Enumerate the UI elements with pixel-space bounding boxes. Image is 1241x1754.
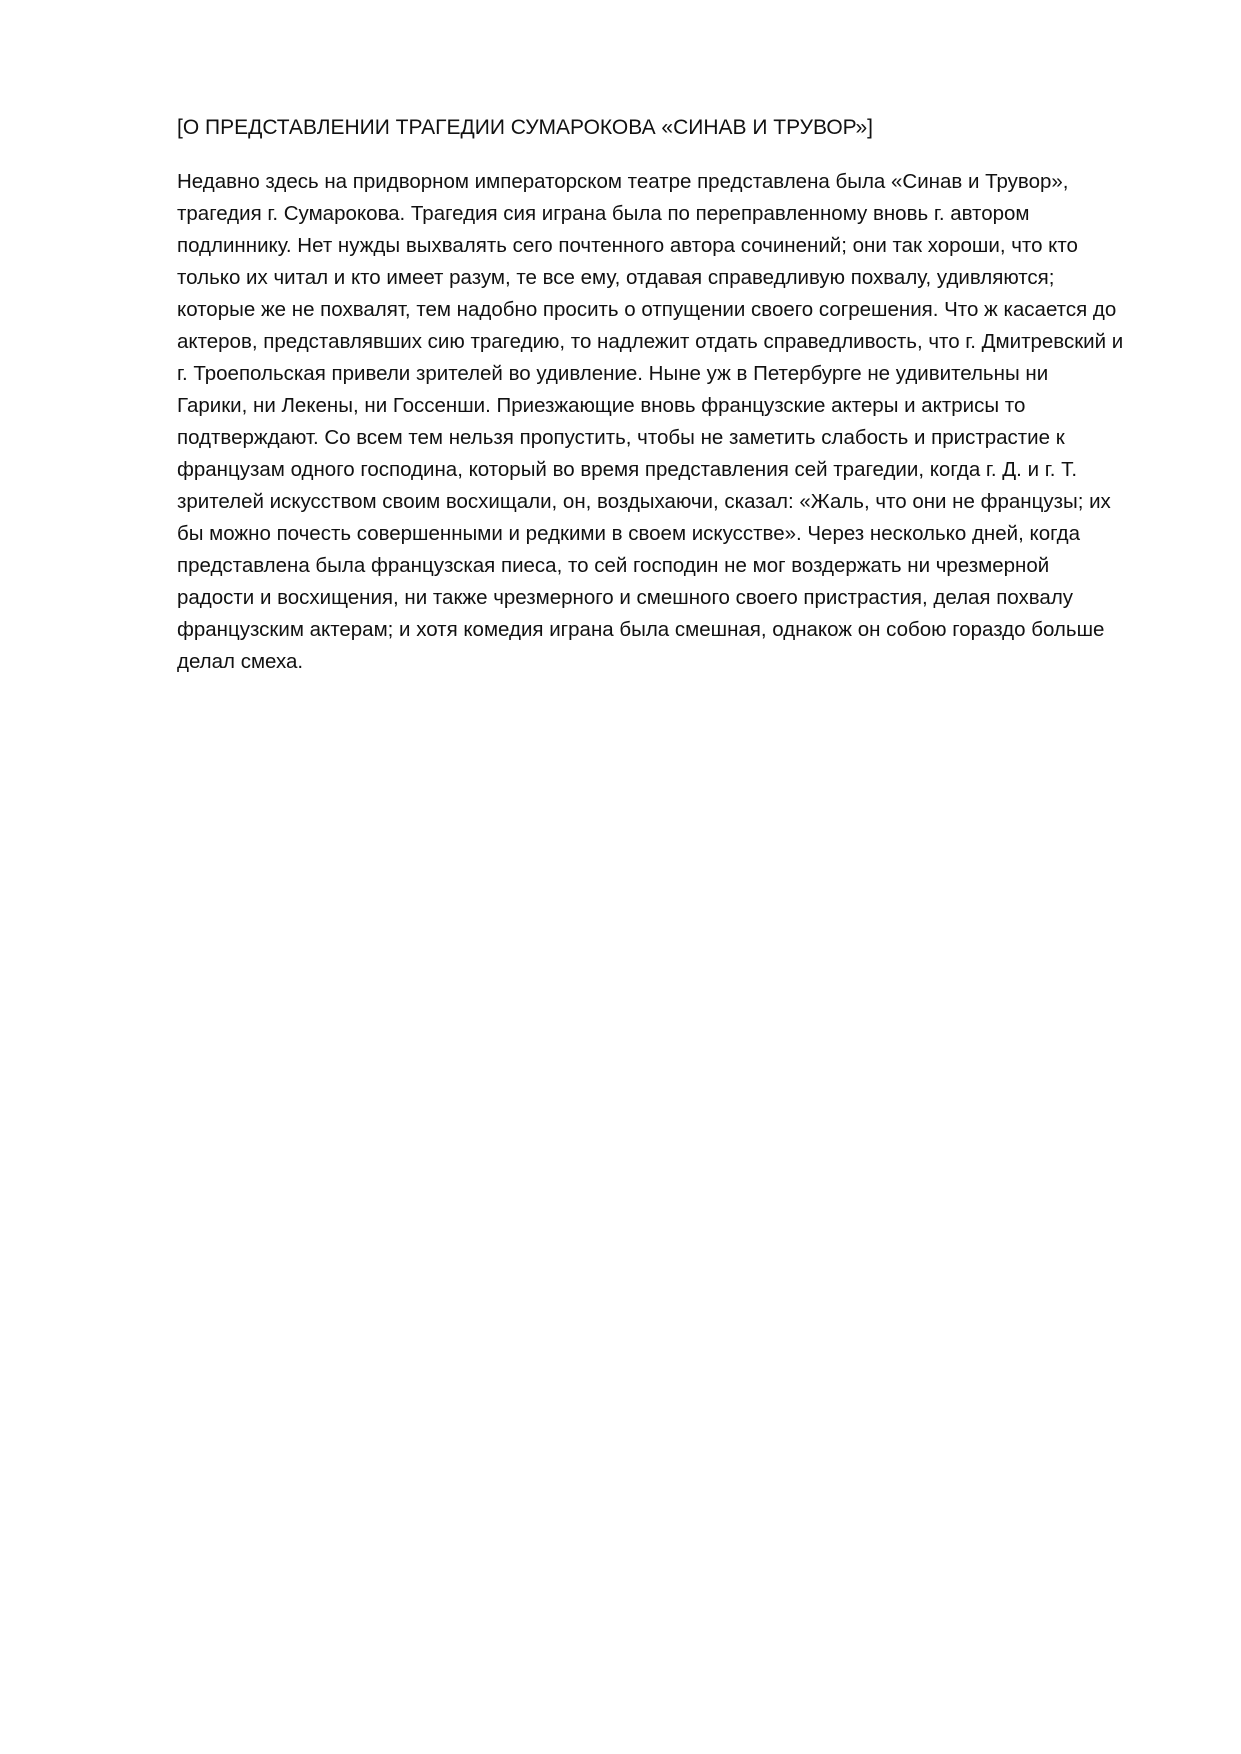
paragraph-line: подлиннику. Нет нужды выхвалять сего почтенного автора сочинений; они так хороши, что кто (177, 234, 1078, 257)
paragraph-line: Гарики, ни Лекены, ни Госсенши. Приезжающие вновь французские актеры и актрисы то (177, 394, 1026, 417)
paragraph-line: актеров, представлявших сию трагедию, то надлежит отдать справедливость, что г. Дмитревский и (177, 330, 1124, 353)
paragraph-line: французам одного господина, который во время представления сей трагедии, когда г. Д. и г. Т. (177, 458, 1078, 481)
paragraph-line: радости и восхищения, ни также чрезмерного и смешного своего пристрастия, делая похвалу (177, 586, 1074, 609)
document-title: [О ПРЕДСТАВЛЕНИИ ТРАГЕДИИ СУМАРОКОВА «СИНАВ И ТРУВОР»] (177, 116, 873, 139)
paragraph-line: зрителей искусством своим восхищали, он, воздыхаючи, сказал: «Жаль, что они не французы; их (177, 490, 1111, 513)
paragraph-line: делал смеха. (177, 650, 304, 673)
paragraph-line: бы можно почесть совершенными и редкими в своем искусстве». Через несколько дней, когда (177, 522, 1081, 545)
paragraph-line: Недавно здесь на придворном императорском театре представлена была «Синав и Трувор», (177, 170, 1069, 193)
paragraph-line: трагедия г. Сумарокова. Трагедия сия играна была по переправленному вновь г. автором (177, 202, 1030, 225)
document-content (177, 112, 1167, 678)
paragraph-line: представлена была французская пиеса, то сей господин не мог воздержать ни чрезмерной (177, 554, 1050, 577)
paragraph-line: подтверждают. Со всем тем нельзя пропустить, чтобы не заметить слабость и пристрастие к (177, 426, 1065, 449)
body-paragraph (177, 166, 1167, 678)
paragraph-line: французским актерам; и хотя комедия играна была смешная, однакож он собою гораздо больше (177, 618, 1105, 641)
paragraph-line: г. Троепольская привели зрителей во удивление. Ныне уж в Петербурге не удивительны ни (177, 362, 1049, 385)
paragraph-line: только их читал и кто имеет разум, те все ему, отдавая справедливую похвалу, удивляются; (177, 266, 1055, 289)
paragraph-line: которые же не похвалят, тем надобно просить о отпущении своего согрешения. Что ж касается до (177, 298, 1117, 321)
